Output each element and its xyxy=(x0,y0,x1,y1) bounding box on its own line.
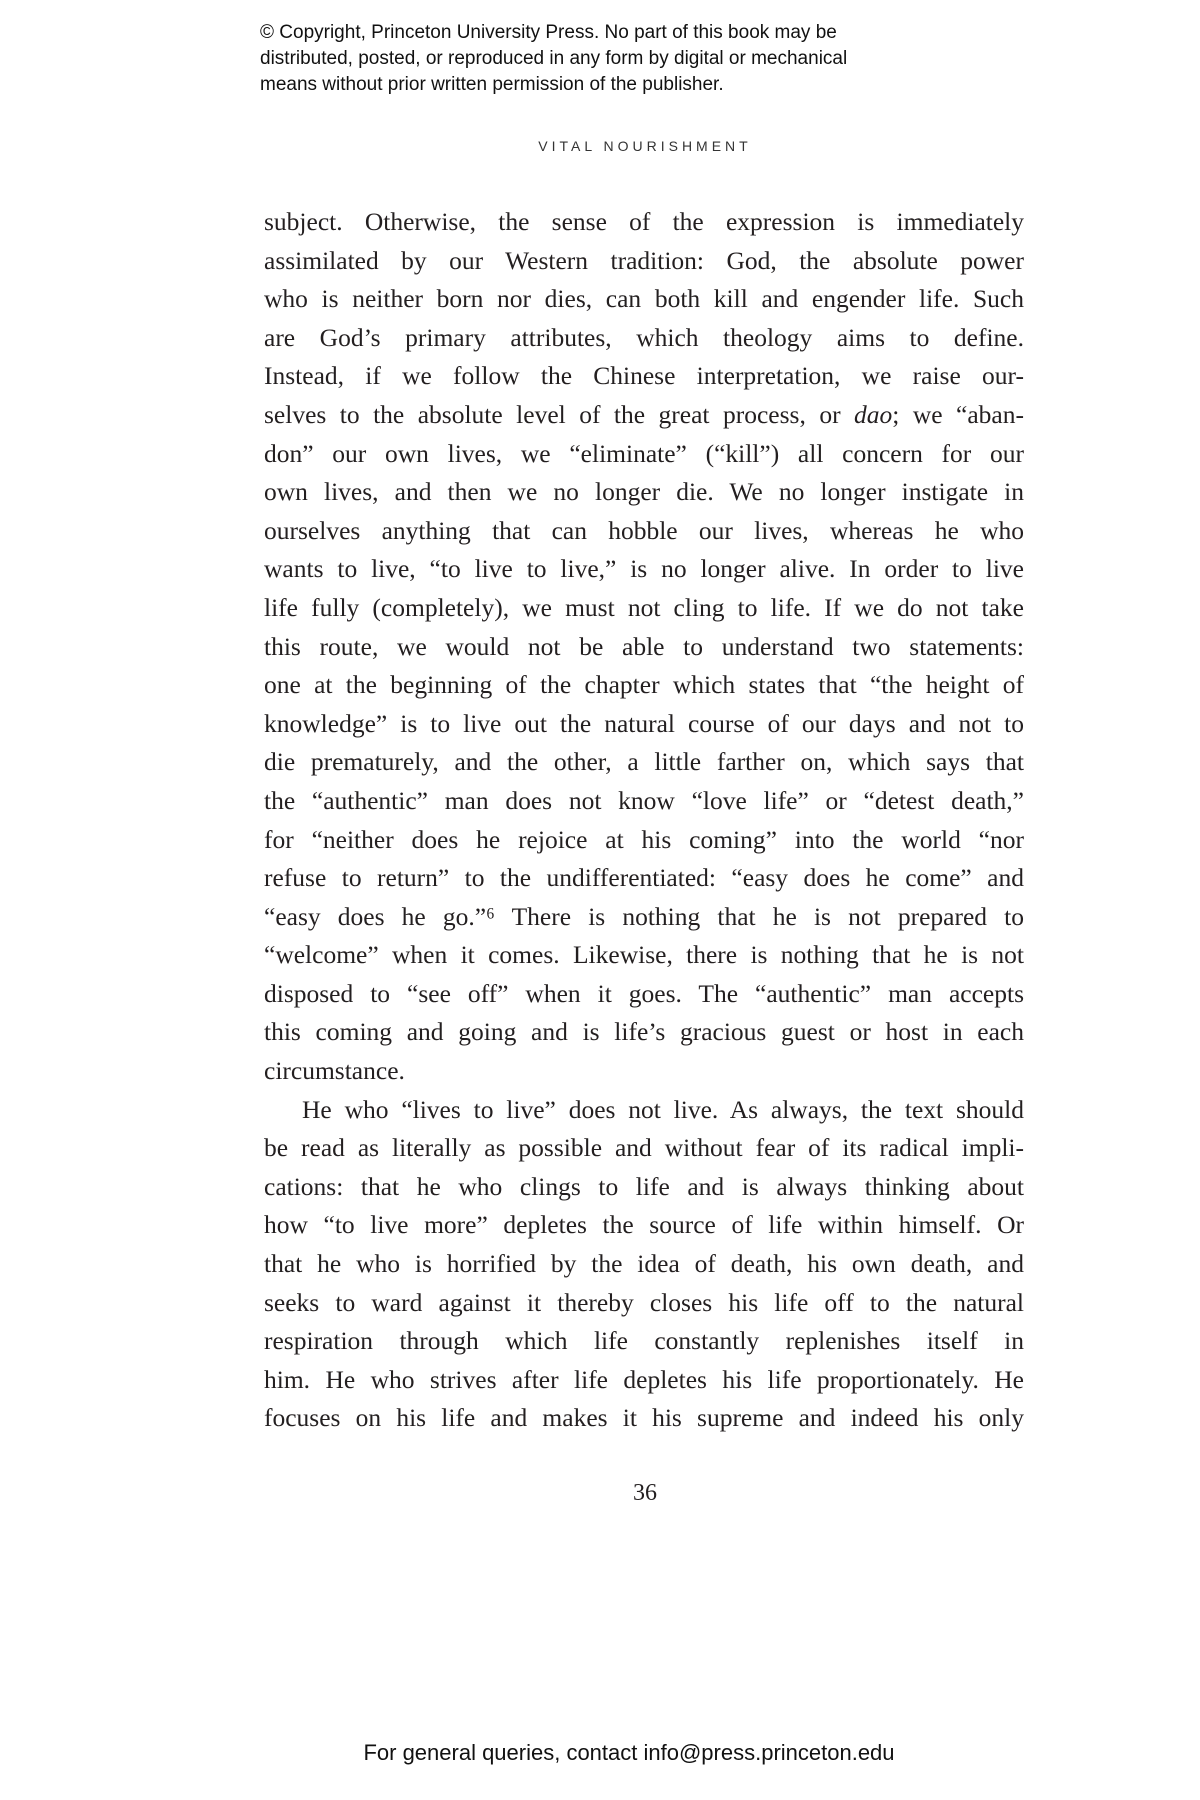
body-text xyxy=(264,203,1024,1438)
copyright-line: © Copyright, Princeton University Press. No part of this book may be xyxy=(260,22,837,43)
text-line: ourselves anything that can hobble our lives, whereas he who xyxy=(264,515,1024,545)
text-line: how “to live more” depletes the source of life within himself. Or xyxy=(264,1210,1024,1240)
text-line: Instead, if we follow the Chinese interpretation, we raise our- xyxy=(264,361,1024,391)
text-line: wants to live, “to live to live,” is no longer alive. In order to live xyxy=(264,554,1024,584)
text-line: the “authentic” man does not know “love life” or “detest death,” xyxy=(264,785,1024,815)
text-line: don” our own lives, we “eliminate” (“kill”) all concern for our xyxy=(264,438,1024,468)
text-line: this route, we would not be able to understand two statements: xyxy=(264,631,1024,661)
text-line: assimilated by our Western tradition: God, the absolute power xyxy=(264,245,1024,275)
copyright-notice xyxy=(260,20,1020,98)
copyright-line: distributed, posted, or reproduced in any form by digital or mechanical xyxy=(260,48,848,69)
italic-term: dao xyxy=(854,399,893,429)
text-line: “welcome” when it comes. Likewise, there is nothing that he is not xyxy=(264,940,1024,970)
text-line: focuses on his life and makes it his supreme and indeed his only xyxy=(264,1403,1024,1433)
text-line: own lives, and then we no longer die. We no longer instigate in xyxy=(264,477,1024,507)
text-line: be read as literally as possible and without fear of its radical impli- xyxy=(264,1133,1024,1163)
text-line: refuse to return” to the undifferentiated: “easy does he come” and xyxy=(264,863,1024,893)
text-line: that he who is horrified by the idea of death, his own death, and xyxy=(264,1249,1024,1279)
page-number: 36 xyxy=(633,1480,657,1506)
text-line-with-footnote: “easy does he go.”⁶ There is nothing that he is not prepared to xyxy=(264,901,1024,931)
text-line: subject. Otherwise, the sense of the expression is immediately xyxy=(264,207,1024,236)
text-line: die prematurely, and the other, a little farther on, which says that xyxy=(264,747,1024,777)
text-line: are God’s primary attributes, which theology aims to define. xyxy=(264,322,1024,352)
text-line: cations: that he who clings to life and is always thinking about xyxy=(264,1171,1024,1201)
text-line: knowledge” is to live out the natural course of our days and not to xyxy=(264,708,1024,738)
text-line: disposed to “see off” when it goes. The “authentic” man accepts xyxy=(264,978,1024,1008)
copyright-line: means without prior written permission of the publisher. xyxy=(260,74,724,95)
paragraph-end-line: circumstance. xyxy=(264,1056,405,1086)
footer-contact: For general queries, contact info@press.princeton.edu xyxy=(363,1740,895,1765)
running-head: VITAL NOURISHMENT xyxy=(538,138,752,154)
text-line: seeks to ward against it thereby closes his life off to the natural xyxy=(264,1287,1024,1317)
text-line: one at the beginning of the chapter which states that “the height of xyxy=(264,670,1024,700)
text-line: life fully (completely), we must not cling to life. If we do not take xyxy=(264,592,1024,622)
text-line: respiration through which life constantly replenishes itself in xyxy=(264,1326,1024,1356)
text-line: him. He who strives after life depletes his life proportionately. He xyxy=(264,1364,1024,1394)
text-line: who is neither born nor dies, can both kill and engender life. Such xyxy=(264,284,1024,314)
text-line-with-italic: selves to the absolute level of the great process, or dao; we “aban- xyxy=(264,399,1024,429)
paragraph-start-line: He who “lives to live” does not live. As always, the text should xyxy=(302,1094,1024,1124)
text-line: this coming and going and is life’s gracious guest or host in each xyxy=(264,1017,1024,1047)
text-line: for “neither does he rejoice at his coming” into the world “nor xyxy=(264,824,1024,854)
